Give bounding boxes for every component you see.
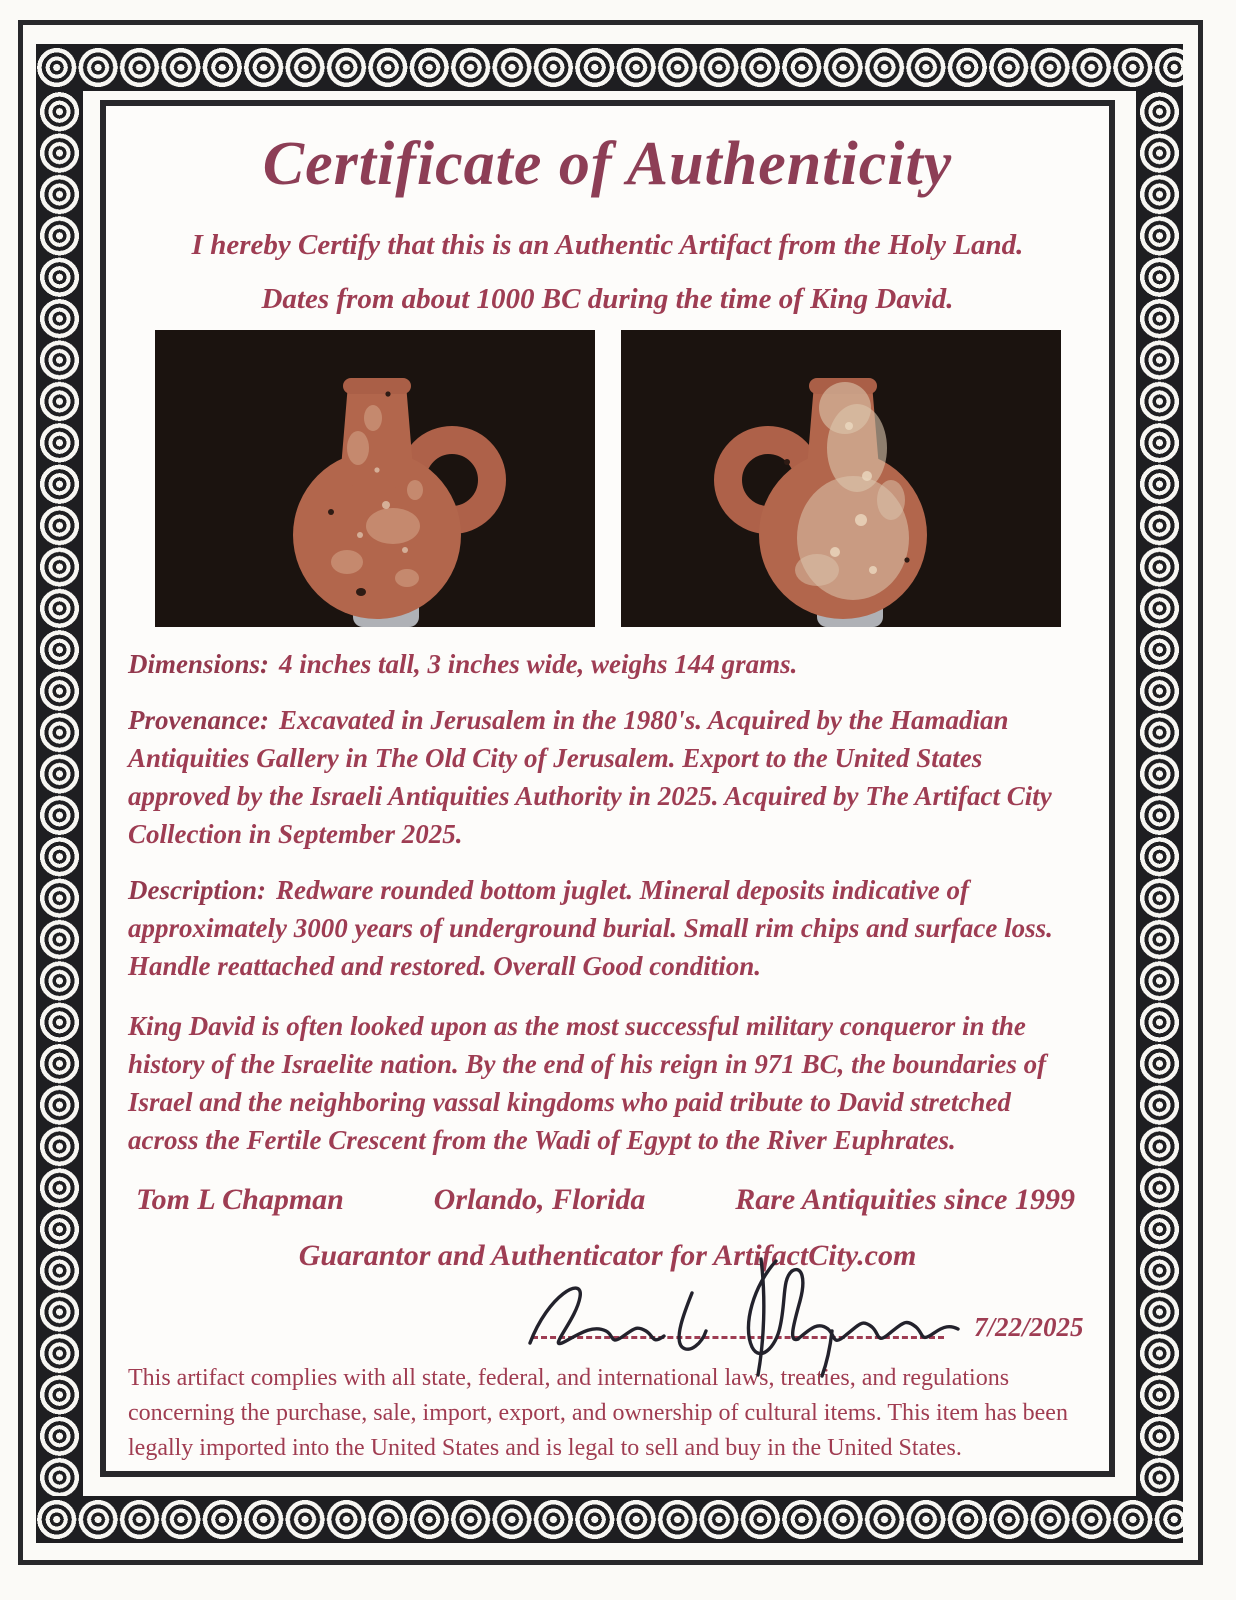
legal-disclaimer: This artifact complies with all state, federal, and international laws, treaties, and regulations concerning the purchase, sale, import, export, and ownership of cultural items. This item has been legally imported into the United States and is legal to sell and buy in the United States. [128, 1365, 1068, 1461]
certify-statement: I hereby Certify that this is an Authentic Artifact from the Holy Land. [191, 229, 1024, 261]
jug-rim [343, 378, 411, 394]
guarantor-line: Guarantor and Authenticator for ArtifactCity.com [298, 1239, 917, 1272]
signature-handwriting [514, 1255, 984, 1377]
signer-name: Tom L Chapman [136, 1183, 344, 1216]
dimensions-text: 4 inches tall, 3 inches wide, weighs 144 grams. [279, 649, 798, 679]
dimensions-section [128, 645, 1087, 683]
artifact-photos-row [128, 330, 1087, 627]
border-ring-band-top [36, 44, 1183, 91]
description-label: Description: [128, 875, 266, 905]
border-ring-band-left [36, 91, 83, 1496]
dating-statement: Dates from about 1000 BC during the time of King David. [261, 283, 954, 315]
page-title: Certificate of Authenticity [262, 130, 953, 198]
description-section [128, 871, 1087, 985]
certificate-content [100, 100, 1115, 1477]
provenance-section [128, 701, 1087, 853]
history-paragraph: King David is often looked upon as the most successful military conqueror in the history of the Israelite nation. By the end of his reign in 971 BC, the boundaries of Israel and the neighboring vassal kingdoms who paid tribute to David stretched across the Fertile Crescent from the Wadi of Egypt to the River Euphrates. [128, 1011, 1047, 1155]
artifact-photo-side-two [621, 330, 1061, 627]
signer-row [128, 1183, 1087, 1217]
description-text: Redware rounded bottom juglet. Mineral deposits indicative of approximately 3000 years of underground burial. Small rim chips and surface loss. Handle reattached and restored. Overall Good condition. [128, 875, 1053, 981]
signer-tagline: Rare Antiquities since 1999 [735, 1183, 1075, 1216]
signer-location: Orlando, Florida [433, 1183, 646, 1216]
dimensions-label: Dimensions: [128, 649, 270, 679]
border-ring-band-bottom [36, 1496, 1183, 1543]
artifact-photo-side-one [155, 330, 595, 627]
signature-date: 7/22/2025 [974, 1312, 1084, 1342]
signature-block [128, 1275, 1087, 1357]
provenance-text: Excavated in Jerusalem in the 1980's. Acquired by the Hamadian Antiquities Gallery in The Old City of Jerusalem. Export to the United States approved by the Israeli Antiquities Authority in 2025. Acquired by The Artifact City Collection in September 2025. [128, 705, 1052, 849]
border-ring-band-right [1136, 91, 1183, 1496]
provenance-label: Provenance: [128, 705, 269, 735]
